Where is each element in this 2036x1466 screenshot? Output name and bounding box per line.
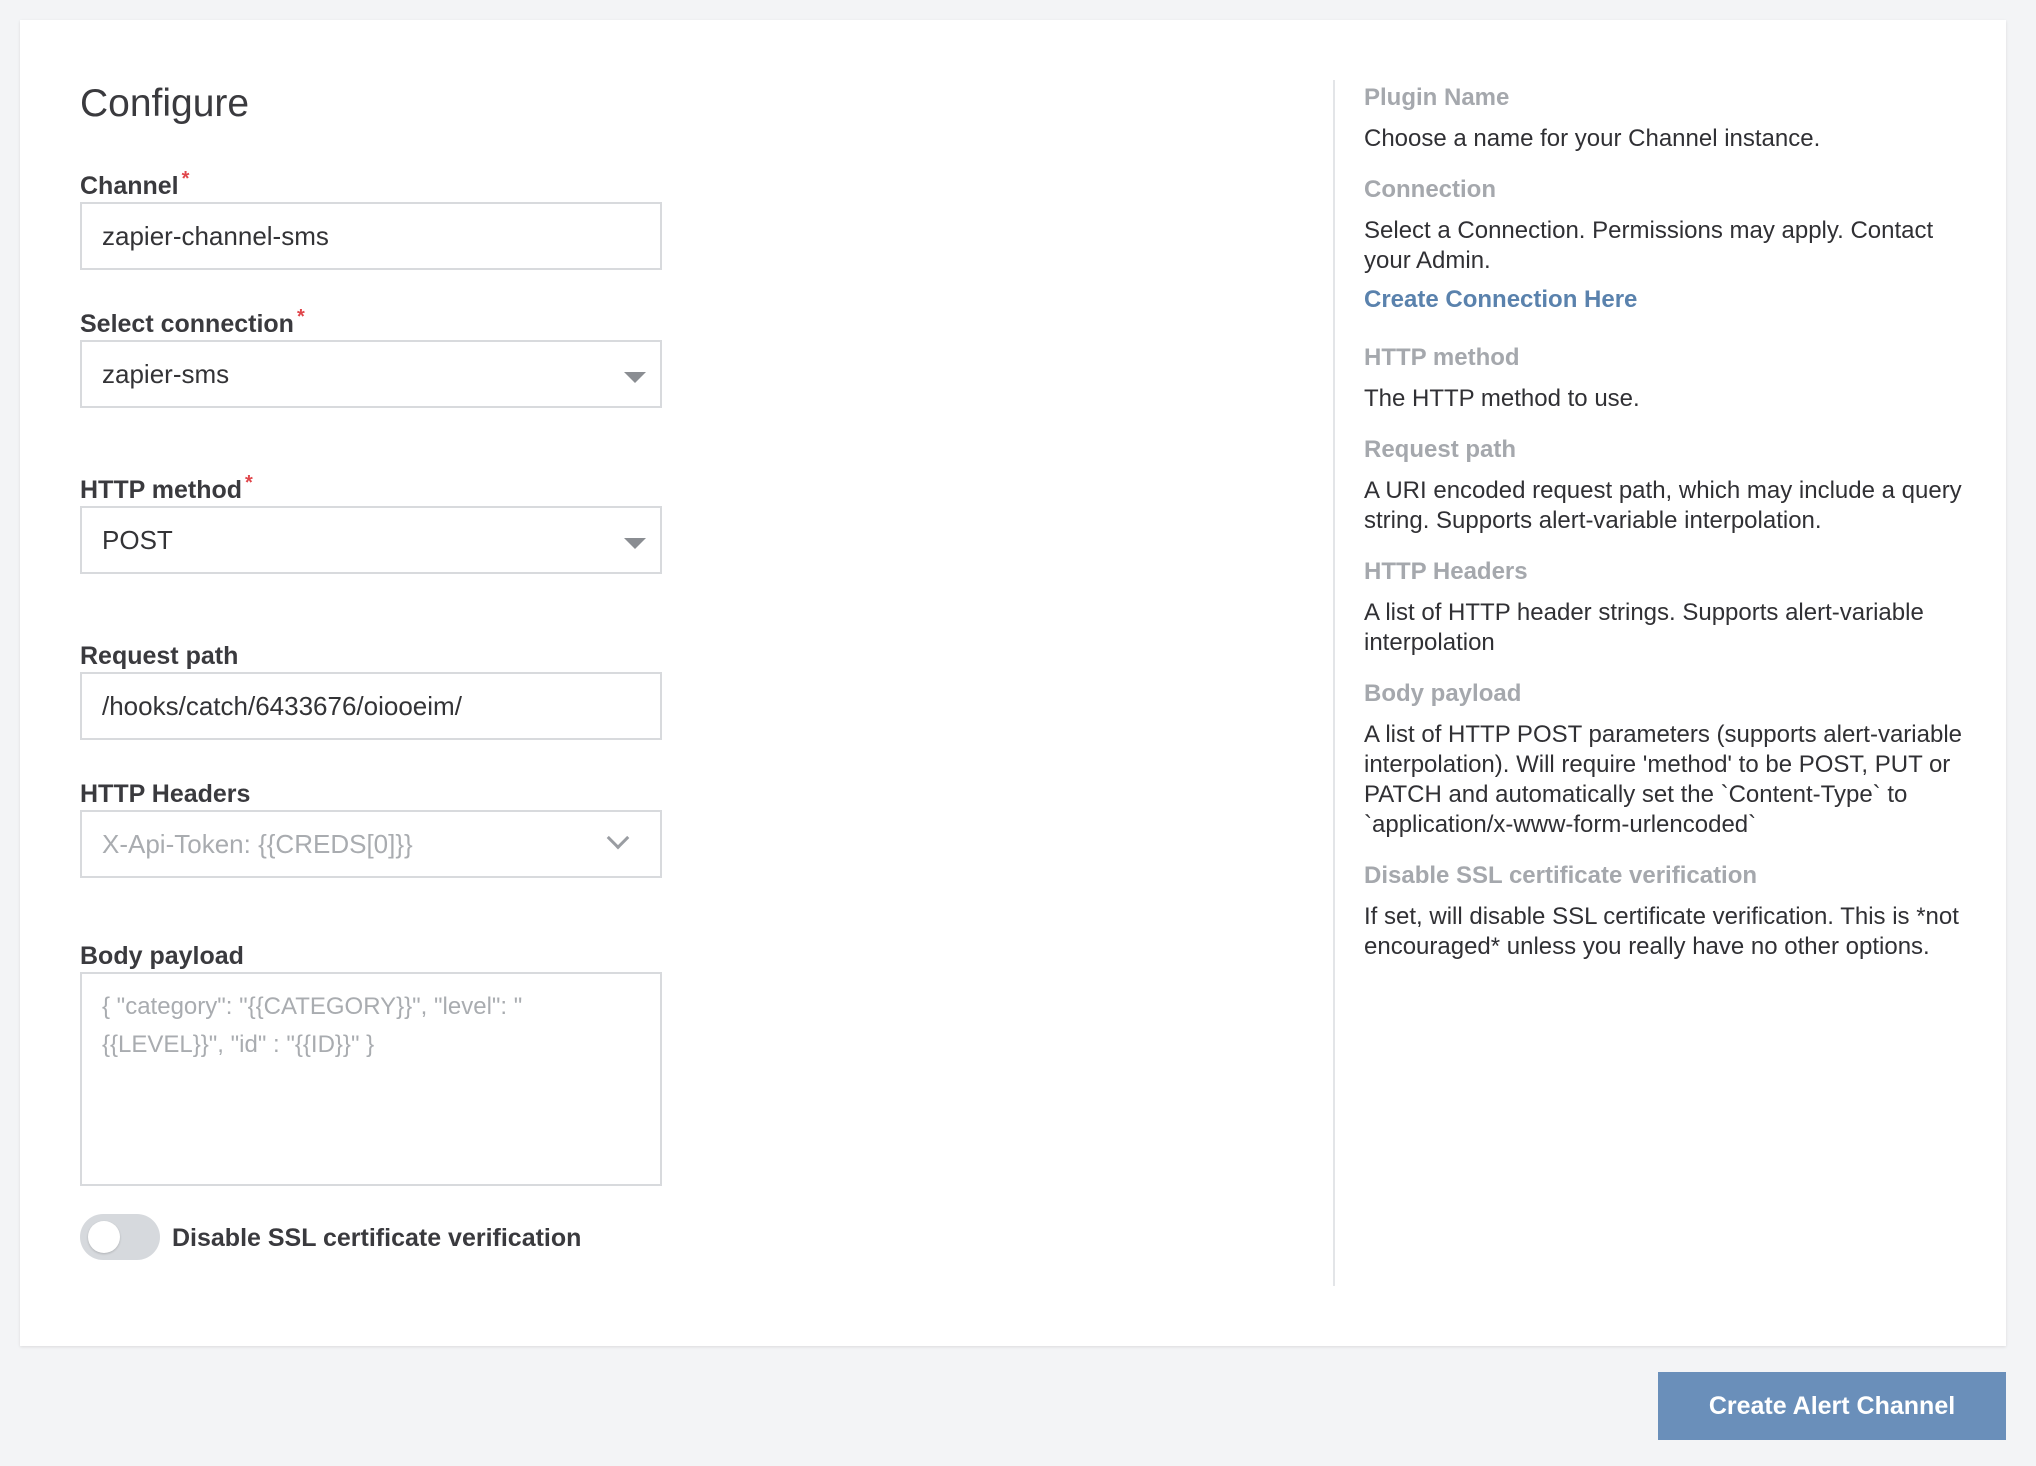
body-payload-label: Body payload — [80, 942, 244, 970]
http-headers-select-value: X-Api-Token: {{CREDS[0]}} — [102, 828, 413, 859]
caret-down-icon — [624, 372, 646, 383]
panel-divider — [1333, 80, 1335, 1286]
help-title-http-headers: HTTP Headers — [1364, 558, 1528, 585]
help-text-connection: Select a Connection. Permissions may apply. Contact your Admin. — [1364, 217, 1934, 274]
help-text-request-path: A URI encoded request path, which may include a query string. Supports alert-variable interpolation. — [1364, 477, 1962, 534]
http-method-label: HTTP method * — [80, 472, 253, 504]
help-title-ssl: Disable SSL certificate verification — [1364, 862, 1758, 889]
configure-card — [20, 20, 2006, 1346]
create-alert-channel-button[interactable]: Create Alert Channel — [1658, 1372, 2006, 1440]
create-connection-link[interactable]: Create Connection Here — [1364, 286, 1638, 313]
help-text-http-headers: A list of HTTP header strings. Supports alert-variable interpolation — [1364, 599, 1924, 656]
page-title: Configure — [80, 82, 250, 125]
required-mark: * — [296, 306, 305, 328]
http-headers-select[interactable] — [80, 810, 662, 878]
channel-input-value: zapier-channel-sms — [102, 220, 329, 251]
ssl-toggle[interactable] — [80, 1214, 160, 1260]
help-title-request-path: Request path — [1364, 436, 1517, 463]
required-mark: * — [245, 472, 253, 494]
body-payload-textarea[interactable]: { "category": "{{CATEGORY}}", "level": "{{LEVEL}}", "id" : "{{ID}}" } — [80, 972, 662, 1186]
caret-down-icon — [624, 538, 646, 549]
http-method-select[interactable] — [80, 506, 662, 574]
channel-input[interactable] — [80, 202, 662, 270]
ssl-toggle-label: Disable SSL certificate verification — [172, 1224, 582, 1252]
connection-label: Select connection * — [80, 306, 305, 338]
help-title-connection: Connection — [1364, 176, 1496, 203]
help-text-ssl: If set, will disable SSL certificate verification. This is *not encouraged* unless you really have no other options. — [1364, 903, 1959, 960]
request-path-input[interactable] — [80, 672, 662, 740]
http-headers-label: HTTP Headers — [80, 780, 251, 808]
channel-label: Channel * — [80, 168, 190, 200]
help-text-http-method: The HTTP method to use. — [1364, 385, 1640, 412]
required-mark: * — [181, 168, 190, 190]
help-text-body-payload: A list of HTTP POST parameters (supports alert-variable interpolation). Will require 'method' to be POST, PUT or PATCH and automatically set the `Content-Type` to `application/x-www-form-urlencoded` — [1364, 721, 1962, 838]
request-path-label: Request path — [80, 642, 239, 670]
toggle-knob — [88, 1221, 120, 1253]
http-method-select-value: POST — [102, 524, 173, 555]
help-title-plugin-name: Plugin Name — [1364, 84, 1510, 111]
help-title-body-payload: Body payload — [1364, 680, 1522, 707]
connection-select[interactable] — [80, 340, 662, 408]
connection-select-value: zapier-sms — [102, 358, 230, 389]
help-panel — [1364, 84, 1974, 984]
help-title-http-method: HTTP method — [1364, 344, 1520, 371]
request-path-input-value: /hooks/catch/6433676/oiooeim/ — [102, 690, 462, 721]
chevron-down-icon — [607, 827, 630, 850]
help-text-plugin-name: Choose a name for your Channel instance. — [1364, 125, 1821, 152]
